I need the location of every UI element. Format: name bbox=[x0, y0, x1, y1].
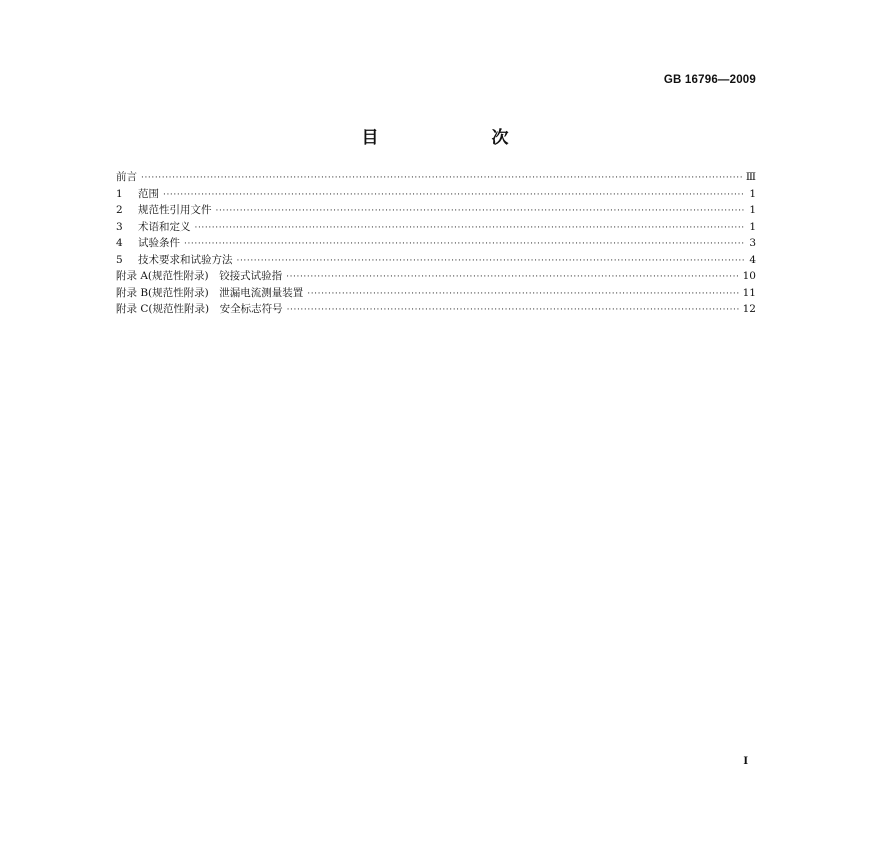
toc-entry-label: 规范性引用文件 bbox=[138, 204, 212, 216]
page-number: I bbox=[743, 756, 748, 767]
toc-entry-number: 1 bbox=[116, 187, 123, 200]
toc-entry-label: 试验条件 bbox=[138, 237, 180, 249]
toc-entry-4[interactable] bbox=[116, 236, 756, 253]
toc-entry-number: 5 bbox=[116, 253, 123, 266]
toc-leader-dots bbox=[237, 254, 745, 270]
toc-leader-dots bbox=[141, 171, 742, 187]
toc-entry-label: 术语和定义 bbox=[138, 220, 191, 233]
page-title: 目 次 bbox=[361, 128, 557, 148]
toc-entry-appendix-b[interactable] bbox=[116, 286, 756, 303]
toc-entry-label: 范围 bbox=[138, 187, 159, 200]
toc-entry-page: 12 bbox=[742, 303, 756, 315]
toc-entry-page: 10 bbox=[742, 270, 756, 282]
toc-leader-dots bbox=[184, 237, 744, 253]
toc-entry-page: 3 bbox=[749, 237, 756, 249]
toc-leader-dots bbox=[287, 303, 739, 319]
toc-entry-label: 附录 A(规范性附录) 铰接式试验指 bbox=[116, 270, 283, 282]
toc-entry-label: 技术要求和试验方法 bbox=[138, 253, 233, 266]
toc-entry-label: 前言 bbox=[116, 171, 137, 183]
toc-leader-dots bbox=[163, 188, 744, 204]
toc-entry-page: 1 bbox=[749, 187, 756, 200]
toc-entry-page: 1 bbox=[749, 220, 756, 233]
table-of-contents bbox=[116, 170, 756, 319]
toc-entry-label: 附录 C(规范性附录) 安全标志符号 bbox=[116, 303, 283, 315]
toc-entry-3[interactable] bbox=[116, 220, 756, 237]
toc-entry-1[interactable] bbox=[116, 187, 756, 204]
toc-entry-2[interactable] bbox=[116, 203, 756, 220]
toc-entry-5[interactable] bbox=[116, 253, 756, 270]
toc-leader-dots bbox=[307, 287, 738, 303]
toc-entry-number: 4 bbox=[116, 237, 123, 249]
toc-entry-label: 附录 B(规范性附录) 泄漏电流测量装置 bbox=[116, 286, 304, 299]
toc-entry-number: 2 bbox=[116, 204, 123, 216]
toc-entry-page: 11 bbox=[742, 286, 756, 299]
toc-entry-appendix-c[interactable] bbox=[116, 302, 756, 319]
standard-code: GB 16796—2009 bbox=[663, 74, 756, 86]
toc-entry-foreword[interactable] bbox=[116, 170, 756, 187]
toc-entry-number: 3 bbox=[116, 220, 123, 233]
toc-leader-dots bbox=[286, 270, 739, 286]
toc-entry-page: 4 bbox=[749, 253, 756, 266]
toc-entry-appendix-a[interactable] bbox=[116, 269, 756, 286]
toc-entry-page: Ⅲ bbox=[745, 171, 756, 183]
toc-leader-dots bbox=[216, 204, 745, 220]
toc-entry-page: 1 bbox=[749, 204, 756, 216]
toc-leader-dots bbox=[195, 221, 745, 237]
